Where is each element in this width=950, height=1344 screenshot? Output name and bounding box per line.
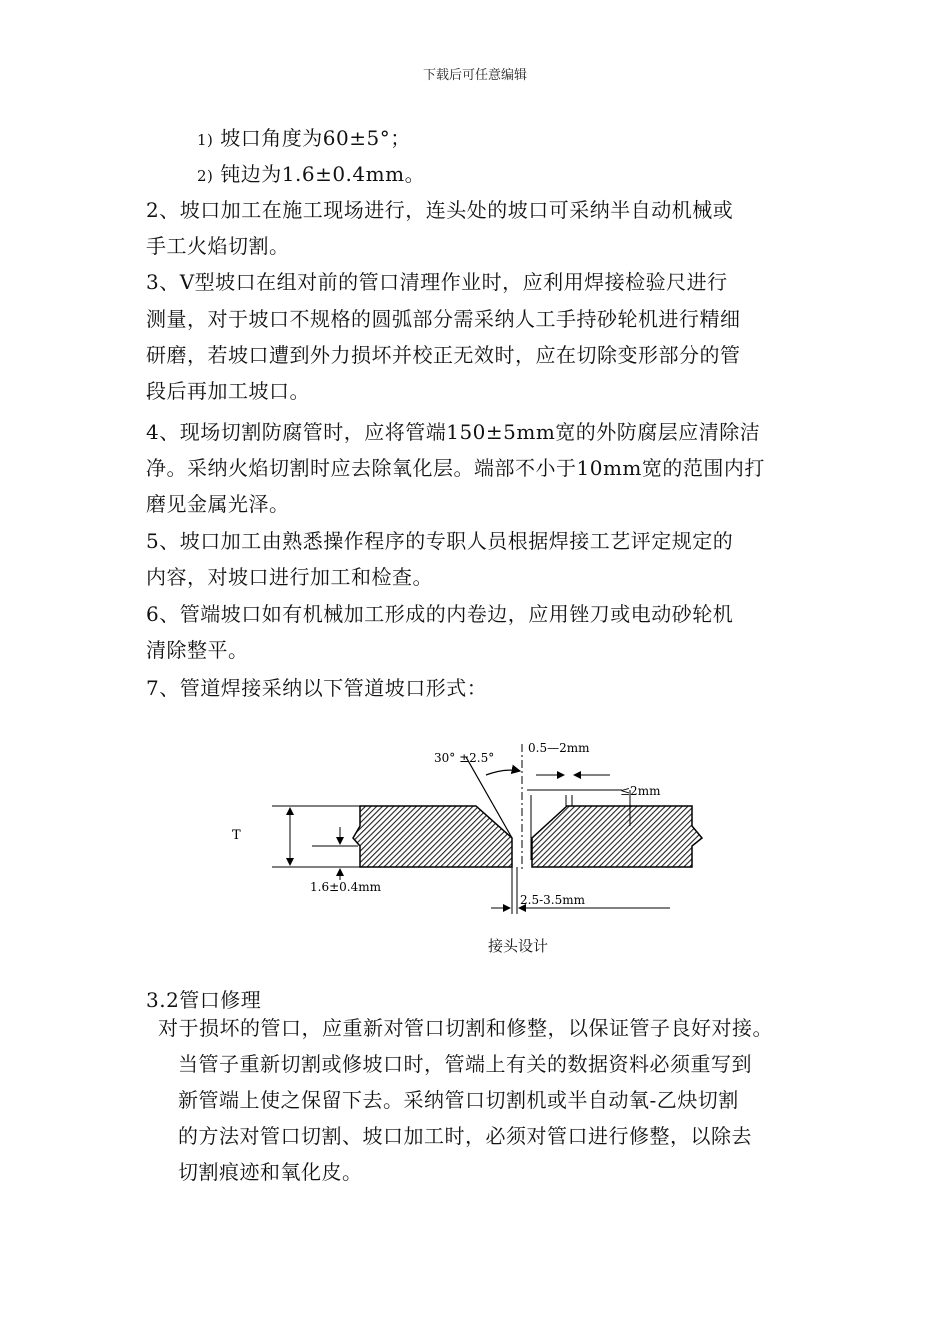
- body-line: 内容，对坡口进行加工和检查。: [146, 565, 433, 589]
- body-line: 清除整平。: [146, 638, 249, 662]
- height-label: ≤2mm: [620, 784, 661, 798]
- section-line: 新管端上使之保留下去。采纳管口切割机或半自动氧-乙炔切割: [178, 1088, 739, 1112]
- page-header: 下载后可任意编辑: [422, 68, 527, 83]
- body-line: 7、管道焊接采纳以下管道坡口形式：: [146, 676, 488, 700]
- section-first-line: 对于损坏的管口，应重新对管口切割和修整，以保证管子良好对接。: [158, 1016, 773, 1040]
- body-line: 手工火焰切割。: [146, 234, 290, 258]
- body-line: 3、V型坡口在组对前的管口清理作业时，应利用焊接检验尺进行: [146, 270, 728, 294]
- thickness-label: T: [232, 828, 241, 843]
- angle-arc: [486, 770, 520, 775]
- body-line: 测量，对于坡口不规格的圆弧部分需采纳人工手持砂轮机进行精细: [146, 307, 741, 331]
- section-line: 切割痕迹和氧化皮。: [178, 1160, 363, 1184]
- item-2-text: 钝边为1.6±0.4mm。: [220, 162, 426, 186]
- item-2-number: 2): [197, 167, 214, 185]
- figure-caption: 接头设计: [487, 937, 548, 955]
- body-line: 段后再加工坡口。: [146, 379, 310, 403]
- body-line: 2、坡口加工在施工现场进行，连头处的坡口可采纳半自动机械或: [146, 198, 734, 222]
- body-line: 6、管端坡口如有机械加工形成的内卷边，应用锉刀或电动砂轮机: [146, 602, 734, 626]
- left-plate: [353, 806, 512, 867]
- root-face-label: 1.6±0.4mm: [310, 880, 381, 894]
- right-plate: [532, 806, 702, 867]
- item-1-text: 坡口角度为60±5°；: [220, 126, 411, 150]
- root-gap-label: 2.5-3.5mm: [520, 893, 585, 907]
- section-line: 当管子重新切割或修坡口时，管端上有关的数据资料必须重写到: [178, 1052, 752, 1076]
- section-line: 的方法对管口切割、坡口加工时，必须对管口进行修整，以除去: [178, 1124, 752, 1148]
- body-line: 磨见金属光泽。: [146, 492, 290, 516]
- body-line: 5、坡口加工由熟悉操作程序的专职人员根据焊接工艺评定规定的: [146, 529, 734, 553]
- body-line: 净。采纳火焰切割时应去除氧化层。端部不小于10mm宽的范围内打: [146, 456, 765, 480]
- gap-top-label: 0.5—2mm: [528, 741, 590, 755]
- angle-label: 30° ±2.5°: [434, 751, 495, 765]
- item-1-number: 1): [197, 131, 214, 149]
- section-title: 3.2管口修理: [146, 988, 262, 1012]
- body-line: 4、现场切割防腐管时，应将管端150±5mm宽的外防腐层应清除洁: [146, 420, 761, 444]
- body-line: 研磨，若坡口遭到外力损坏并校正无效时，应在切除变形部分的管: [146, 343, 741, 367]
